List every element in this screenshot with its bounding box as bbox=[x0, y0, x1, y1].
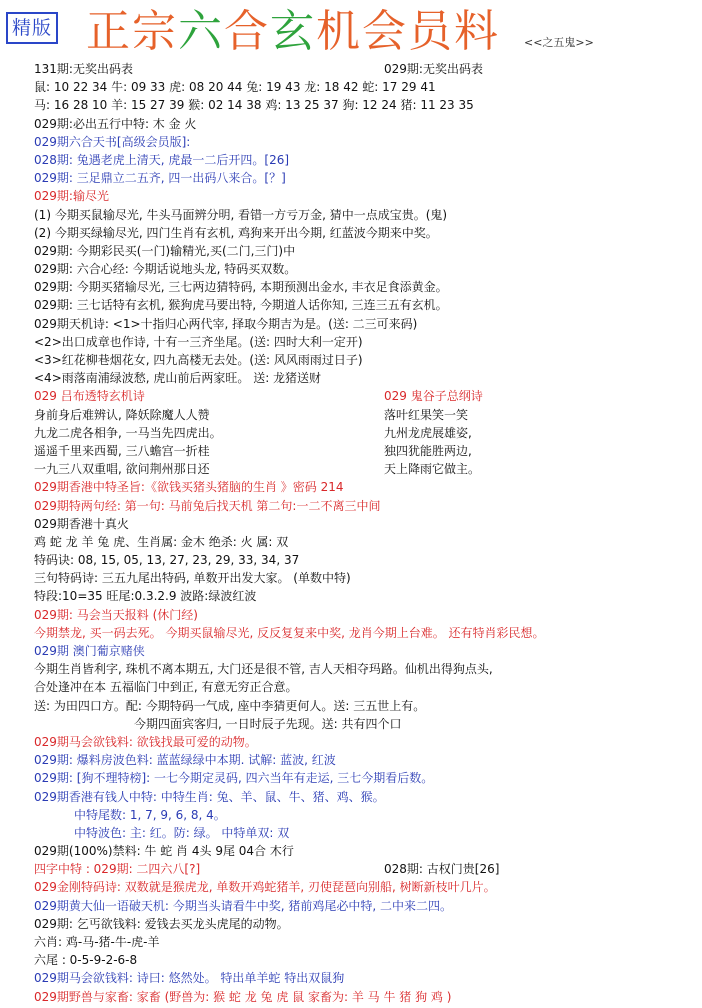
line-left-text: 身前身后难辨认, 降妖除魔人人赞 bbox=[34, 407, 210, 422]
text-line bbox=[34, 497, 686, 515]
line-text: <2>出口成章也作诗, 十有一三齐坐尾。(送: 四时大利一定开) bbox=[34, 334, 363, 349]
line-text: 三句特码诗: 三五九尾出特码, 单数开出发大家。 (单数中特) bbox=[34, 571, 351, 586]
text-line bbox=[34, 187, 686, 205]
line-right-text: 029期:无奖出码表 bbox=[384, 62, 483, 76]
text-line bbox=[34, 115, 686, 133]
text-line bbox=[34, 533, 686, 551]
line-text: 029期: 今期买猪输尽光, 三七两边猜特码, 本期预测出金水, 丰衣足食添黄金。 bbox=[34, 280, 448, 295]
line-text: 029期: 三七话特有玄机, 猴狗虎马要出特, 今期道人话你知, 三连三五有玄机。 bbox=[34, 298, 448, 313]
line-text: 029期六合天书[高级会员版]: bbox=[34, 134, 191, 149]
line-text: 中特尾数: 1, 7, 9, 6, 8, 4。 bbox=[74, 807, 226, 822]
text-line bbox=[34, 333, 686, 351]
text-line bbox=[34, 60, 686, 78]
text-line bbox=[34, 478, 686, 496]
text-line bbox=[34, 151, 686, 169]
title-char: 玄 bbox=[270, 6, 316, 57]
title-char: 料 bbox=[454, 6, 500, 57]
title-char: 六 bbox=[178, 6, 224, 57]
document-body bbox=[34, 60, 686, 1006]
line-text: 今期生肖皆利字, 珠机不离本期五, 大门还是很不管, 吉人天相夺玛路。仙机出得狗点头, bbox=[34, 662, 493, 677]
line-text: 029期: 马会当天报料 (休门经) bbox=[34, 607, 198, 622]
line-text: 029期香港十真火 bbox=[34, 516, 129, 531]
text-line bbox=[34, 969, 686, 987]
text-line bbox=[34, 224, 686, 242]
text-line bbox=[34, 624, 686, 642]
text-line bbox=[34, 351, 686, 369]
text-line bbox=[34, 315, 686, 333]
line-text: 029期: 乞丐欲钱料: 爱钱去买龙头虎尾的动物。 bbox=[34, 916, 289, 931]
text-line bbox=[34, 842, 686, 860]
text-line bbox=[34, 551, 686, 569]
premium-badge: 精版 bbox=[6, 12, 58, 44]
text-line bbox=[34, 697, 686, 715]
title-char: 会 bbox=[362, 6, 408, 57]
line-text: 鼠: 10 22 34 牛: 09 33 虎: 08 20 44 兔: 19 43 龙: 18 42 蛇: 17 29 41 bbox=[34, 80, 436, 95]
line-left-text: 四字中特 : 029期: 二四六八[?] bbox=[34, 862, 201, 877]
line-text: 六尾 : 0-5-9-2-6-8 bbox=[34, 953, 138, 968]
line-text: 029金刚特码诗: 双数就是猴虎龙, 单数开鸡蛇猪羊, 刃使琵琶向别船, 树断新枝叶几片。 bbox=[34, 880, 496, 895]
line-left-text: 九龙二虎各相争, 一马当先四虎出。 bbox=[34, 425, 222, 440]
line-text: 特段:10=35 旺尾:0.3.2.9 波路:绿波红波 bbox=[34, 589, 257, 604]
title-char: 机 bbox=[316, 6, 362, 57]
line-right-text: 028期: 古权门贵[26] bbox=[384, 862, 500, 877]
text-line bbox=[34, 606, 686, 624]
line-text: 029期:输尽光 bbox=[34, 189, 109, 204]
text-line bbox=[34, 933, 686, 951]
line-text: 六肖: 鸡-马-猪-牛-虎-羊 bbox=[34, 935, 160, 949]
line-right-text: 九州龙虎展雄姿, bbox=[384, 425, 472, 440]
line-text: 029期黄大仙一语破天机: 今期当头请看牛中奖, 猪前鸡尾必中特, 二中来二四。 bbox=[34, 898, 453, 913]
text-line bbox=[34, 988, 686, 1006]
text-line bbox=[34, 133, 686, 151]
text-line bbox=[34, 660, 686, 678]
line-text: 鸡 蛇 龙 羊 兔 虎、生肖属: 金木 绝杀: 火 属: 双 bbox=[34, 534, 289, 549]
text-line bbox=[34, 678, 686, 696]
line-right-text: 029 鬼谷子总纲诗 bbox=[384, 389, 483, 404]
line-text: 029期: 六合心经: 今期话说地头龙, 特码买双数。 bbox=[34, 262, 297, 277]
text-line bbox=[34, 206, 686, 224]
text-line bbox=[34, 788, 686, 806]
text-line bbox=[34, 78, 686, 96]
text-line bbox=[34, 769, 686, 787]
title-char: 合 bbox=[224, 6, 270, 57]
text-line bbox=[34, 515, 686, 533]
line-right-text: 天上降雨它做主。 bbox=[384, 462, 481, 477]
line-text: 029期:必出五行中特: 木 金 火 bbox=[34, 116, 197, 131]
line-text: 029期 澳门葡京赌侠 bbox=[34, 644, 145, 658]
line-text: 特码诀: 08, 15, 05, 13, 27, 23, 29, 33, 34, 37 bbox=[34, 553, 300, 568]
text-line bbox=[34, 878, 686, 896]
text-line bbox=[34, 951, 686, 969]
text-line bbox=[34, 733, 686, 751]
text-line bbox=[34, 387, 686, 405]
line-text: (2) 今期买绿输尽光, 四门生肖有玄机, 鸡狗来开出今期, 红蓝波今期来中奖。 bbox=[34, 225, 438, 240]
line-text: 中特波色: 主: 红。防: 绿。 中特单双: 双 bbox=[74, 825, 290, 840]
title-char: 宗 bbox=[132, 6, 178, 57]
text-line bbox=[34, 260, 686, 278]
page-title bbox=[86, 4, 500, 60]
line-text: 029期: 今期彩民买(一门)输精光,买(二门,三门)中 bbox=[34, 243, 296, 258]
line-right-text: 落叶红果笑一笑 bbox=[384, 407, 469, 422]
line-text: 合处逢冲在本 五福临门中到正, 有意无穷正合意。 bbox=[34, 680, 298, 695]
line-text: 029期野兽与家畜: 家畜 (野兽为: 猴 蛇 龙 兔 虎 鼠 家畜为: 羊 马 牛 猪 狗 鸡 ) bbox=[34, 989, 452, 1004]
title-char: 正 bbox=[86, 6, 132, 57]
line-text: 029期马会欲钱料: 诗曰: 悠然处。 特出单羊蛇 特出双鼠狗 bbox=[34, 971, 345, 986]
line-text: 今期禁龙, 买一码去死。 今期买鼠输尽光, 反反复复来中奖, 龙肖今期上台难。 还有特肖彩民想。 bbox=[34, 625, 545, 640]
text-line bbox=[34, 169, 686, 187]
text-line bbox=[34, 460, 686, 478]
line-text: 029期马会欲钱料: 欲钱找最可爱的动物。 bbox=[34, 734, 257, 749]
line-left-text: 遥遥千里来西蜀, 三八蟾宫一折桂 bbox=[34, 443, 210, 458]
line-text: 029期: [狗不理特榜]: 一七今期定灵码, 四六当年有走运, 三七今期看后数。 bbox=[34, 771, 434, 786]
line-text: 今期四面宾客归, 一日时辰子先现。送: 共有四个口 bbox=[134, 716, 402, 731]
text-line bbox=[34, 278, 686, 296]
line-text: 马: 16 28 10 羊: 15 27 39 猴: 02 14 38 鸡: 13 25 37 狗: 12 24 猪: 11 23 35 bbox=[34, 98, 474, 113]
text-line bbox=[34, 897, 686, 915]
line-text: 送: 为田四口方。配: 今期特码一气成, 座中李猜更何人。送: 三五世上有。 bbox=[34, 698, 426, 713]
text-line bbox=[34, 242, 686, 260]
text-line bbox=[34, 642, 686, 660]
text-line bbox=[34, 860, 686, 878]
line-text: 029期天机诗: <1>十指归心两代宰, 择取今期吉为是。(送: 二三可来码) bbox=[34, 316, 418, 331]
line-text: 028期: 兔遇老虎上清天, 虎最一二后开四。[26] bbox=[34, 152, 290, 167]
title-char: 员 bbox=[408, 6, 454, 57]
text-line bbox=[34, 587, 686, 605]
line-text: 029期香港有钱人中特: 中特生肖: 兔、羊、鼠、牛、猪、鸡、猴。 bbox=[34, 789, 385, 804]
line-text: 029期香港中特圣旨:《欲钱买猪头猪脑的生肖 》密码 214 bbox=[34, 480, 344, 495]
text-line bbox=[34, 296, 686, 314]
text-line bbox=[34, 751, 686, 769]
line-left-text: 131期:无奖出码表 bbox=[34, 62, 133, 76]
text-line bbox=[34, 915, 686, 933]
text-line bbox=[34, 715, 686, 733]
line-text: 029期(100%)禁料: 牛 蛇 肖 4头 9尾 04合 木行 bbox=[34, 844, 294, 859]
line-text: 029期: 三足鼎立二五齐, 四一出码八来合。[？] bbox=[34, 171, 286, 186]
text-line bbox=[34, 569, 686, 587]
line-text: <3>红花柳巷烟花女, 四九高楼无去处。(送: 风风雨雨过日子) bbox=[34, 353, 363, 367]
line-text: 029期特两句经: 第一句: 马前兔后找天机 第二句:一二不离三中间 bbox=[34, 498, 381, 513]
text-line bbox=[34, 369, 686, 387]
text-line bbox=[34, 96, 686, 114]
subtitle-tag: <<之五鬼>> bbox=[524, 36, 594, 49]
text-line bbox=[34, 424, 686, 442]
text-line bbox=[34, 442, 686, 460]
text-line bbox=[34, 824, 686, 842]
line-text: 029期: 爆料房波色料: 蓝蓝绿绿中本期. 试解: 蓝波, 红波 bbox=[34, 753, 336, 768]
line-left-text: 029 吕布透特玄机诗 bbox=[34, 389, 145, 404]
line-left-text: 一九三八双重唱, 欲问荆州那日还 bbox=[34, 462, 210, 477]
text-line bbox=[34, 406, 686, 424]
line-text: (1) 今期买鼠输尽光, 牛头马面辨分明, 看错一方亏万金, 猜中一点成宝贵。(鬼) bbox=[34, 207, 448, 222]
text-line bbox=[34, 806, 686, 824]
line-text: <4>雨落南浦绿波愁, 虎山前后两家旺。 送: 龙猪送财 bbox=[34, 371, 322, 386]
line-right-text: 独四犹能胜两边, bbox=[384, 443, 472, 458]
